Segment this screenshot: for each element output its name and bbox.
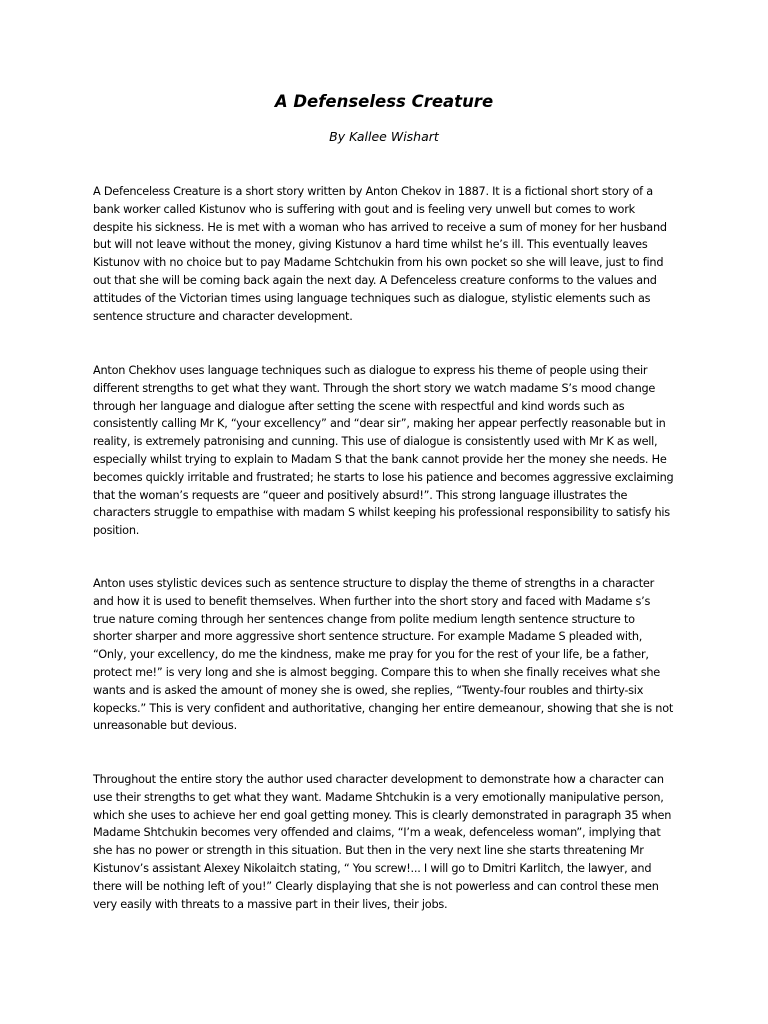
paragraph-introduction: A Defenceless Creature is a short story written by Anton Chekov in 1887. It is a fictional short story of a bank worker called Kistunov who is suffering with gout and is feeling very unwell but comes to work despite his sickness. He is met with a woman who has arrived to receive a sum of money for her husband but will not leave without the money, giving Kistunov a hard time whilst he’s ill. This eventually leaves Kistunov with no choice but to pay Madame Schtchukin from his own pocket so she will leave, just to find out that she will be coming back again the next day. A Defenceless creature conforms to the values and attitudes of the Victorian times using language techniques such as dialogue, stylistic elements such as sentence structure and character development. — [93, 185, 667, 323]
author-byline: By Kallee Wishart — [329, 129, 439, 144]
paragraph-sentence-structure: Anton uses stylistic devices such as sentence structure to display the theme of strengths in a character and how it is used to benefit themselves. When further into the short story and faced with Madame s’s true nature coming through her sentences change from polite medium length sentence structure to shorter sharper and more aggressive short sentence structure. For example Madame S pleaded with, “Only, your excellency, do me the kindness, make me pray for you for the rest of your life, be a father, protect me!” is very long and she is almost begging. Compare this to when she finally receives what she wants and is asked the amount of money she is owed, she replies, “Twenty-four roubles and thirty-six kopecks.” This is very confident and authoritative, changing her entire demeanour, showing that she is not unreasonable but devious. — [93, 577, 674, 733]
paragraph-character-development: Throughout the entire story the author used character development to demonstrate how a character can use their strengths to get what they want. Madame Shtchukin is a very emotionally manipulative person, which she uses to achieve her end goal getting money. This is clearly demonstrated in paragraph 35 when Madame Shtchukin becomes very offended and claims, “I’m a weak, defenceless woman”, implying that she has no power or strength in this situation. But then in the very next line she starts threatening Mr Kistunov’s assistant Alexey Nikolaitch stating, “ You screw!... I will go to Dmitri Karlitch, the lawyer, and there will be nothing left of you!” Clearly displaying that she is not powerless and can control these men very easily with threats to a massive part in their lives, their jobs. — [93, 773, 672, 911]
paragraph-dialogue: Anton Chekhov uses language techniques such as dialogue to express his theme of people using their different strengths to get what they want. Through the short story we watch madame S’s mood change through her language and dialogue after setting the scene with respectful and kind words such as consistently calling Mr K, “your excellency” and “dear sir”, making her appear perfectly reasonable but in reality, is extremely patronising and cunning. This use of dialogue is consistently used with Mr K as well, especially whilst trying to explain to Madam S that the bank cannot provide her the money she needs. He becomes quickly irritable and frustrated; he starts to lose his patience and becomes aggressive exclaiming that the woman’s requests are “queer and positively absurd!”. This strong language illustrates the characters struggle to empathise with madam S whilst keeping his professional responsibility to satisfy his position. — [93, 364, 674, 538]
document-title: A Defenseless Creature — [274, 92, 494, 111]
